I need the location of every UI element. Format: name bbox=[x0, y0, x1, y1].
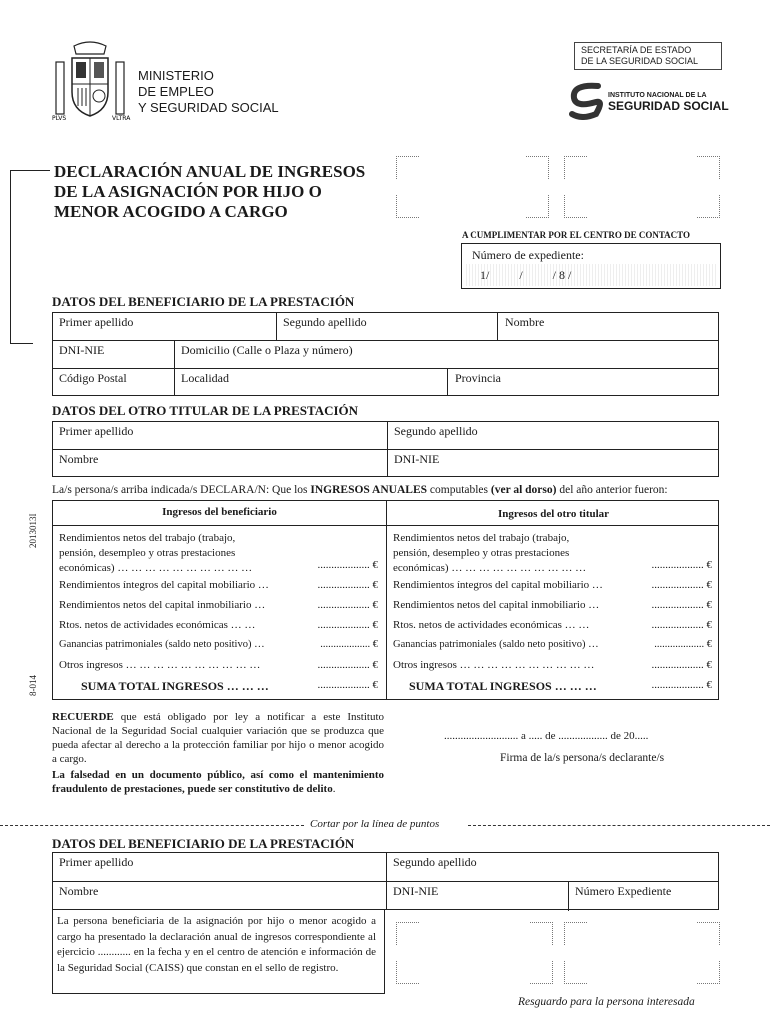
amount-placeholder: ................... € bbox=[651, 599, 712, 611]
amount-placeholder: ................... € bbox=[651, 659, 712, 671]
amount-placeholder: ................... € bbox=[651, 619, 712, 631]
stub-stamp-area bbox=[396, 922, 720, 984]
recuerde-bold: RECUERDE bbox=[52, 711, 114, 723]
amount-placeholder: ................... € bbox=[317, 619, 378, 631]
rend-trabajo-line: económicas) … … … … … … … … … … bbox=[393, 562, 587, 574]
stub-table bbox=[52, 852, 719, 910]
amount-placeholder: ................... € bbox=[317, 579, 378, 591]
secretaria-line: SECRETARÍA DE ESTADO bbox=[581, 45, 692, 55]
secretaria-line: DE LA SEGURIDAD SOCIAL bbox=[581, 56, 699, 66]
title-tick bbox=[32, 170, 50, 171]
income-column-other-holder bbox=[387, 501, 720, 701]
title-line: MENOR ACOGIDO A CARGO bbox=[54, 202, 288, 221]
income-row-label: Rtos. netos de actividades económicas … … bbox=[59, 619, 256, 631]
stub-footer: Resguardo para la persona interesada bbox=[518, 996, 695, 1008]
stub-segundo-apellido-field[interactable]: Segundo apellido bbox=[393, 855, 477, 869]
stub-text-box bbox=[52, 910, 385, 994]
other-holder-heading: DATOS DEL OTRO TITULAR DE LA PRESTACIÓN bbox=[52, 403, 359, 418]
income-row[interactable] bbox=[387, 639, 720, 650]
cut-line bbox=[0, 818, 770, 832]
declaration-bold: INGRESOS ANUALES bbox=[310, 484, 428, 496]
ministry-line: DE EMPLEO bbox=[138, 84, 214, 99]
domicilio-field[interactable]: Domicilio (Calle o Plaza y número) bbox=[181, 343, 353, 357]
expediente-field[interactable] bbox=[466, 264, 716, 286]
income-row[interactable] bbox=[53, 599, 386, 611]
expediente-label: Número de expediente: bbox=[472, 248, 584, 262]
other-primer-apellido-field[interactable]: Primer apellido bbox=[59, 424, 134, 438]
income-row[interactable] bbox=[387, 619, 720, 631]
coat-of-arms bbox=[48, 40, 132, 122]
ministry-line: MINISTERIO bbox=[138, 68, 214, 83]
declaration-text bbox=[52, 484, 668, 496]
income-row-label: Rendimientos netos del capital inmobiliario … bbox=[59, 599, 266, 611]
income-row[interactable] bbox=[53, 659, 386, 671]
beneficiary-heading: DATOS DEL BENEFICIARIO DE LA PRESTACIÓN bbox=[52, 294, 355, 309]
income-row-label: Rendimientos netos del capital inmobiliario … bbox=[393, 599, 600, 611]
document-title bbox=[54, 162, 365, 222]
income-row[interactable] bbox=[53, 619, 386, 631]
amount-placeholder: ................... € bbox=[651, 559, 712, 571]
income-row[interactable] bbox=[387, 659, 720, 671]
income-row-label: Ganancias patrimoniales (saldo neto positivo) … bbox=[393, 639, 599, 650]
declaration-part: La/s persona/s arriba indicada/s DECLARA/N: Que los bbox=[52, 484, 311, 496]
income-row-label: Rendimientos íntegros del capital mobiliario … bbox=[393, 579, 603, 591]
amount-placeholder: ................... € bbox=[654, 639, 712, 650]
title-line: DE LA ASIGNACIÓN POR HIJO O bbox=[54, 182, 322, 201]
other-holder-table bbox=[52, 421, 719, 477]
codigo-postal-field[interactable]: Código Postal bbox=[59, 371, 127, 385]
rend-trabajo-line: Rendimientos netos del trabajo (trabajo, bbox=[59, 532, 236, 544]
nombre-field[interactable]: Nombre bbox=[505, 315, 545, 329]
declaration-part: del año anterior fueron: bbox=[556, 484, 668, 496]
amount-placeholder: ................... € bbox=[317, 559, 378, 571]
recuerde-text: que está obligado por ley a notificar a este Instituto Nacional de la Seguridad Social cualquier variación que se produzca que pueda afectar al derecho a la protección familiar por hijo o menor acogido a cargo. bbox=[52, 711, 384, 765]
amount-placeholder: ................... € bbox=[651, 679, 712, 691]
ministry-name bbox=[138, 68, 279, 116]
expediente-format: 1/ / / 8 / bbox=[480, 268, 572, 282]
primer-apellido-field[interactable]: Primer apellido bbox=[59, 315, 134, 329]
amount-placeholder: ................... € bbox=[317, 599, 378, 611]
amount-placeholder: ................... € bbox=[320, 639, 378, 650]
registry-stamp-area bbox=[396, 156, 720, 218]
recuerde-notice bbox=[52, 710, 384, 766]
amount-placeholder: ................... € bbox=[317, 679, 378, 691]
inss-logo-icon bbox=[566, 80, 606, 120]
rend-trabajo-line: pensión, desempleo y otras prestaciones bbox=[59, 547, 236, 559]
svg-text:VLTRA: VLTRA bbox=[112, 115, 131, 122]
signature-label: Firma de la/s persona/s declarante/s bbox=[500, 752, 665, 764]
income-col-heading: Ingresos del beneficiario bbox=[162, 506, 277, 518]
stub-expediente-field[interactable]: Número Expediente bbox=[575, 884, 672, 898]
title-line: DECLARACIÓN ANUAL DE INGRESOS bbox=[54, 162, 366, 181]
income-row-label: Ganancias patrimoniales (saldo neto positivo) … bbox=[59, 639, 265, 650]
side-code-top: 2013013I bbox=[28, 513, 38, 548]
stub-primer-apellido-field[interactable]: Primer apellido bbox=[59, 855, 134, 869]
other-dni-field[interactable]: DNI-NIE bbox=[394, 452, 440, 466]
cut-line-label: Cortar por la línea de puntos bbox=[310, 818, 440, 830]
income-total-row[interactable] bbox=[387, 679, 720, 694]
income-row[interactable] bbox=[53, 579, 386, 591]
ministry-line: Y SEGURIDAD SOCIAL bbox=[138, 100, 279, 115]
income-col-heading: Ingresos del otro titular bbox=[497, 508, 610, 520]
signature-date-line[interactable]: ........................... a ..... de .................. de 20..... bbox=[444, 730, 649, 742]
amount-placeholder: ................... € bbox=[317, 659, 378, 671]
total-label: SUMA TOTAL INGRESOS … … … bbox=[81, 679, 269, 693]
declaration-part: computables bbox=[427, 484, 491, 496]
other-nombre-field[interactable]: Nombre bbox=[59, 452, 99, 466]
income-row-label: Rendimientos íntegros del capital mobiliario … bbox=[59, 579, 269, 591]
dni-field[interactable]: DNI-NIE bbox=[59, 343, 105, 357]
income-row[interactable] bbox=[387, 599, 720, 611]
income-row-label: Otros ingresos … … … … … … … … … … bbox=[393, 659, 595, 671]
income-table bbox=[52, 500, 719, 700]
stub-heading: DATOS DEL BENEFICIARIO DE LA PRESTACIÓN bbox=[52, 836, 355, 851]
rend-trabajo-line: Rendimientos netos del trabajo (trabajo, bbox=[393, 532, 570, 544]
amount-placeholder: ................... € bbox=[651, 579, 712, 591]
expediente-box bbox=[461, 243, 721, 289]
income-row[interactable] bbox=[387, 579, 720, 591]
income-total-row[interactable] bbox=[53, 679, 386, 694]
falsedad-text: La falsedad en un documento público, así como el mantenimiento fraudulento de prestaciones, puede ser constitutivo de delito bbox=[52, 769, 384, 795]
svg-text:PLVS: PLVS bbox=[52, 115, 67, 122]
rend-trabajo-line: pensión, desempleo y otras prestaciones bbox=[393, 547, 570, 559]
inss-small-text: INSTITUTO NACIONAL DE LA bbox=[608, 92, 707, 99]
inss-logo-text bbox=[608, 92, 729, 113]
declaration-bold: (ver al dorso) bbox=[490, 484, 557, 496]
stub-text: La persona beneficiaria de la asignación por hijo o menor acogido a cargo ha presentado la declaración anual de ingresos correspondiente al ejercicio ............ en la fecha y en el centro de atención e información de la Seguridad Social (CAISS) que constan en el sello de registro. bbox=[57, 915, 376, 974]
rend-trabajo-line: económicas) … … … … … … … … … … bbox=[59, 562, 253, 574]
contact-center-heading: A CUMPLIMENTAR POR EL CENTRO DE CONTACTO bbox=[462, 230, 691, 240]
income-column-beneficiary bbox=[53, 501, 386, 701]
beneficiary-table bbox=[52, 312, 719, 396]
stub-nombre-field[interactable]: Nombre bbox=[59, 884, 99, 898]
income-amount-field[interactable] bbox=[387, 559, 720, 573]
segundo-apellido-field[interactable]: Segundo apellido bbox=[283, 315, 367, 329]
localidad-field[interactable]: Localidad bbox=[181, 371, 229, 385]
stub-dni-field[interactable]: DNI-NIE bbox=[393, 884, 439, 898]
provincia-field[interactable]: Provincia bbox=[455, 371, 501, 385]
income-amount-field[interactable] bbox=[53, 559, 386, 573]
income-row-label: Otros ingresos … … … … … … … … … … bbox=[59, 659, 261, 671]
income-row[interactable] bbox=[53, 639, 386, 650]
falsedad-warning: La falsedad en un documento público, así como el mantenimiento fraudulento de prestaciones, puede ser constitutivo de delito. bbox=[52, 769, 384, 795]
other-segundo-apellido-field[interactable]: Segundo apellido bbox=[394, 424, 478, 438]
side-code-bottom: 8-014 bbox=[28, 675, 38, 696]
left-bracket bbox=[10, 170, 33, 344]
inss-big-text: SEGURIDAD SOCIAL bbox=[608, 99, 729, 113]
secretaria-box bbox=[574, 42, 722, 70]
total-label: SUMA TOTAL INGRESOS … … … bbox=[409, 679, 597, 693]
income-row-label: Rtos. netos de actividades económicas … … bbox=[393, 619, 590, 631]
